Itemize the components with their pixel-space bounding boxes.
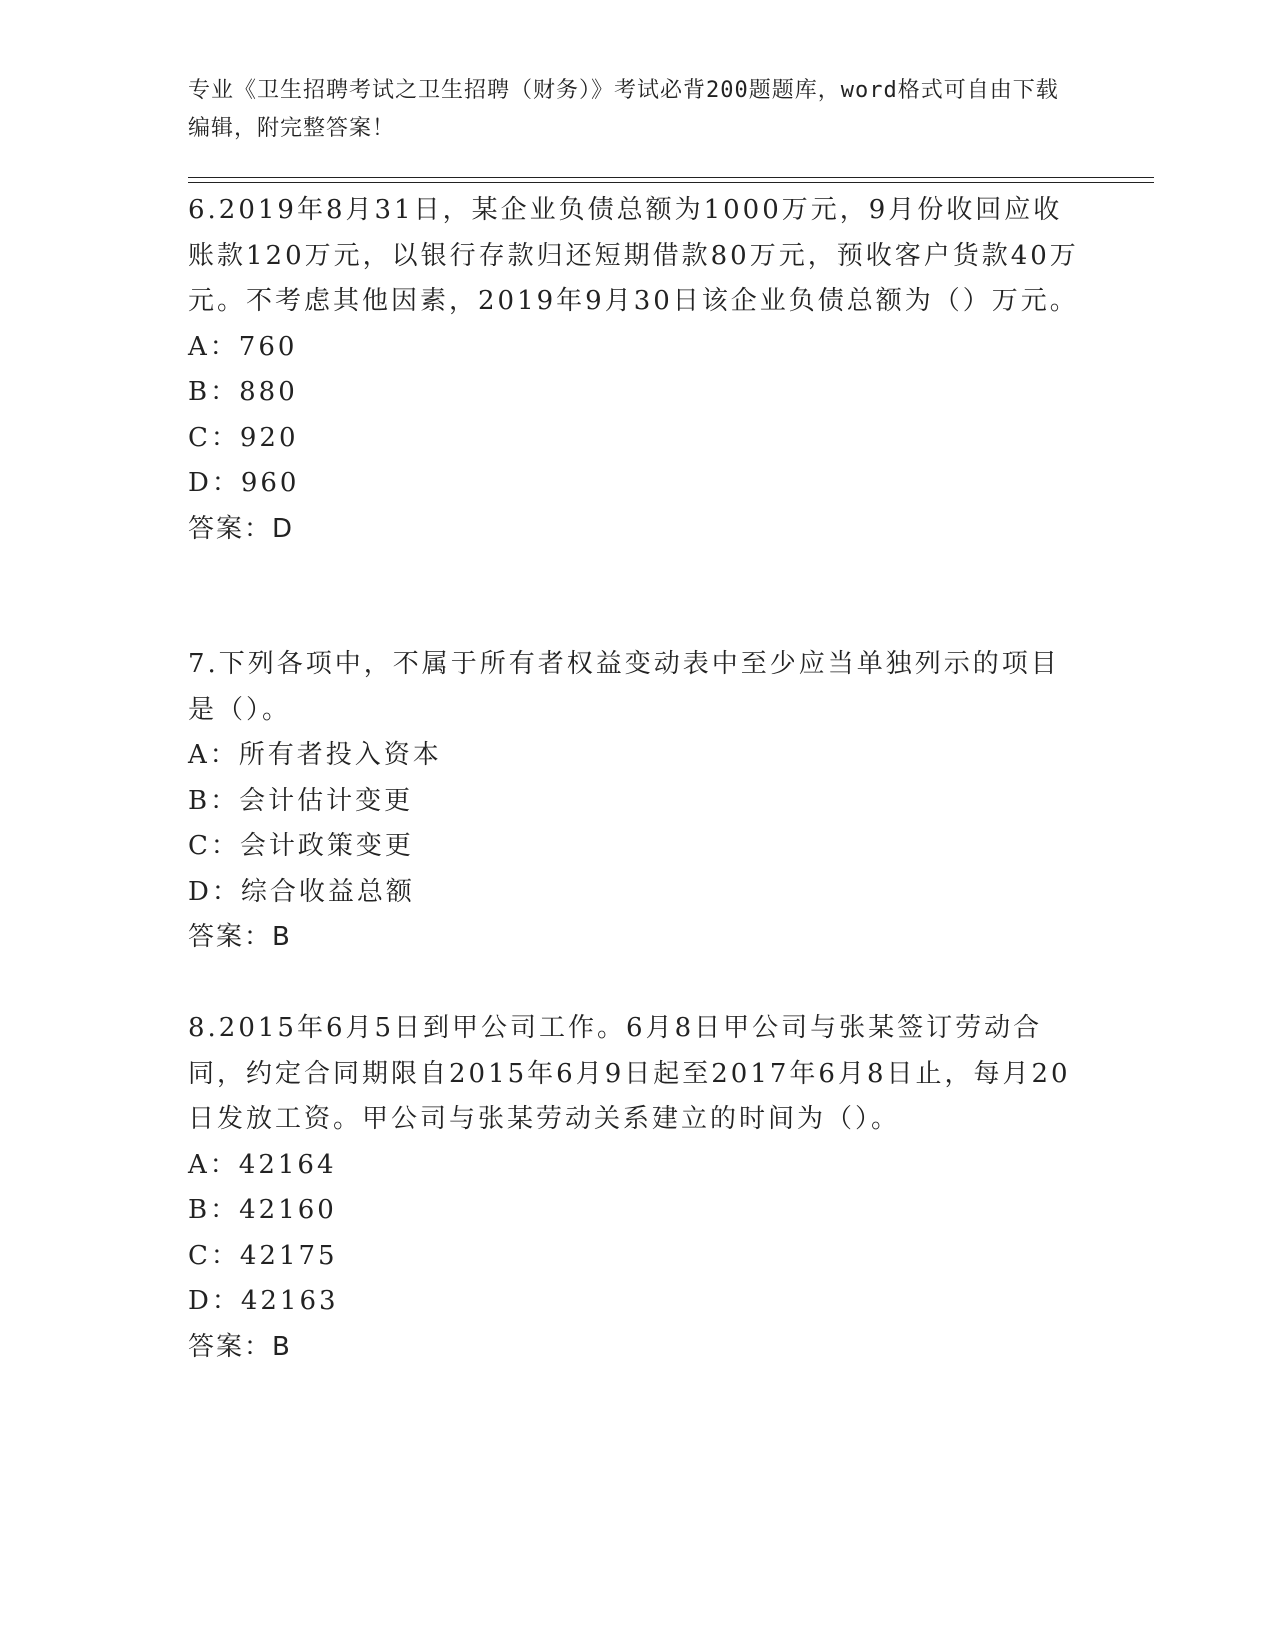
option-b: B：42160 [188, 1195, 337, 1225]
question-6 [188, 188, 1088, 552]
question-stem: 6.2019年8月31日，某企业负债总额为1000万元，9月份收回应收账款120万元，以银行存款归还短期借款80万元，预收客户货款40万元。不考虑其他因素，2019年9月30日该企业负债总额为（）万元。 [188, 195, 1079, 316]
question-8 [188, 1006, 1088, 1370]
option-d: D：综合收益总额 [188, 876, 415, 907]
answer: 答案：D [188, 513, 295, 544]
question-stem: 7.下列各项中，不属于所有者权益变动表中至少应当单独列示的项目是（）。 [188, 649, 1060, 725]
option-b: B：880 [188, 377, 298, 407]
header-divider-top [188, 177, 1154, 178]
option-a: A：42164 [188, 1149, 337, 1180]
option-d: D：42163 [188, 1286, 339, 1316]
option-d: D：960 [188, 468, 300, 498]
option-c: C：42175 [188, 1240, 338, 1271]
answer: 答案：B [188, 1331, 292, 1362]
header-divider-bottom [188, 182, 1154, 183]
option-b: B：会计估计变更 [188, 785, 414, 816]
option-c: C：会计政策变更 [188, 831, 414, 861]
option-c: C：920 [188, 422, 299, 453]
option-a: A：760 [188, 331, 298, 362]
document-header-title: 专业《卫生招聘考试之卫生招聘（财务）》考试必背200题题库，word格式可自由下载编辑，附完整答案！ [188, 78, 1059, 141]
option-a: A：所有者投入资本 [188, 740, 442, 770]
question-7 [188, 642, 1088, 961]
question-stem: 8.2015年6月5日到甲公司工作。6月8日甲公司与张某签订劳动合同，约定合同期限自2015年6月9日起至2017年6月8日止，每月20日发放工资。甲公司与张某劳动关系建立的时间为（）。 [188, 1013, 1071, 1134]
answer: 答案：B [188, 922, 292, 952]
